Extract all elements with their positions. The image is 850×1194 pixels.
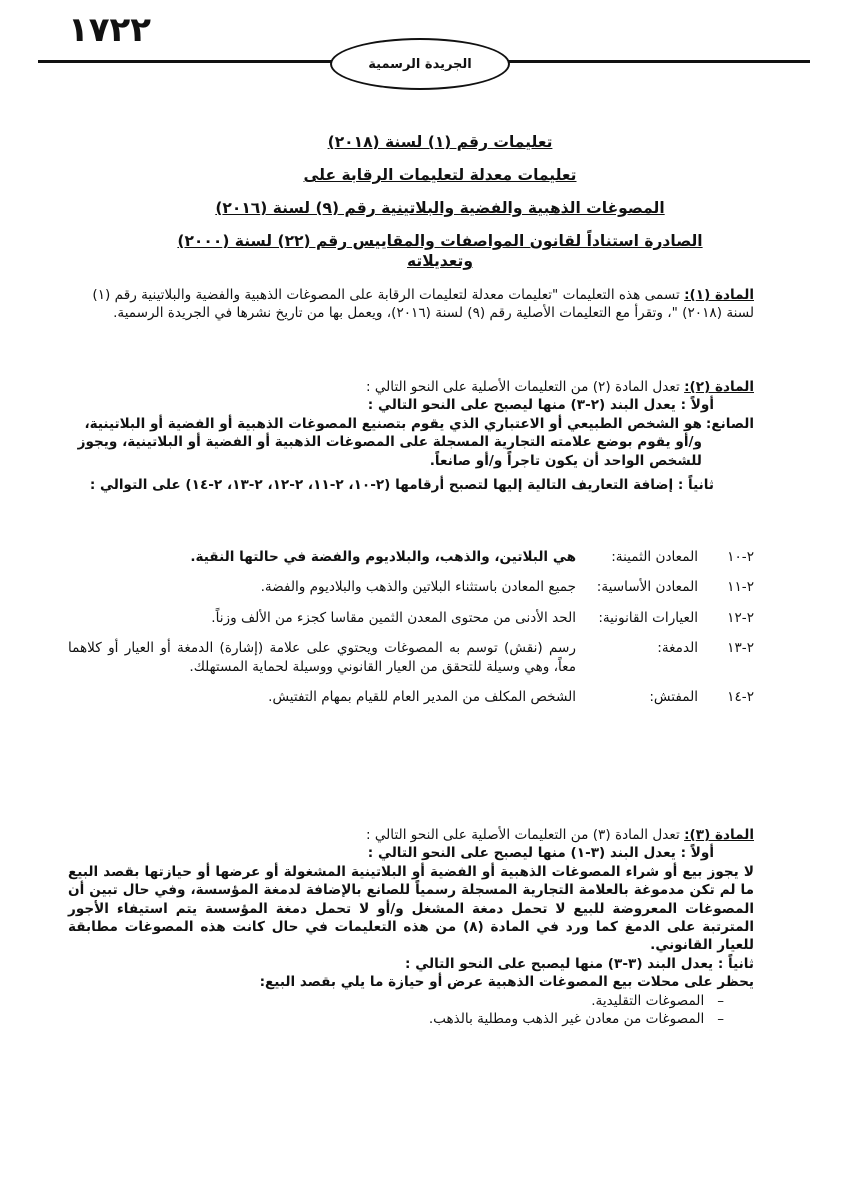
article-2-first: أولاً : يعدل البند (٢-٣) منها ليصبح على النحو التالي : [367, 397, 714, 414]
gazette-oval-label [330, 38, 510, 90]
definitions-list [68, 548, 754, 718]
article-2-intro: تعدل المادة (٢) من التعليمات الأصلية على النحو التالي : [365, 379, 680, 395]
article-2 [68, 378, 754, 494]
title-line-1: تعليمات رقم (١) لسنة (٢٠١٨) [327, 133, 553, 151]
goldsmith-definition [68, 415, 754, 470]
definition-term: المعادن الثمينة: [611, 549, 698, 565]
definition-term: المفتش: [649, 689, 698, 706]
definition-term: الدمغة: [657, 640, 698, 657]
definition-number: ٢-١١ [727, 579, 754, 596]
article-3 [68, 826, 754, 1028]
definition-text: الحد الأدنى من محتوى المعدن الثمين مقاسا كجزء من الألف وزناً. [211, 609, 576, 626]
article-1 [68, 286, 754, 323]
definition-term: العيارات القانونية: [598, 609, 698, 626]
title-line-2: تعليمات معدلة لتعليمات الرقابة على [303, 166, 577, 184]
article-3-intro: تعدل المادة (٣) من التعليمات الأصلية على النحو التالي : [365, 827, 680, 843]
title-line-4: الصادرة استناداً لقانون المواصفات والمقاييس رقم (٢٢) لسنة (٢٠٠٠) وتعديلاته [177, 232, 703, 270]
article-2-second: ثانياً : إضافة التعاريف التالية إليها لتصبح أرقامها (٢-١٠، ٢-١١، ٢-١٢، ٢-١٣، ٢-١٤) على التوالي : [89, 477, 714, 494]
definition-text: جميع المعادن باستثناء البلاتين والذهب والبلاديوم والفضة. [260, 579, 576, 596]
definition-term: المعادن الأساسية: [596, 579, 698, 596]
definition-number: ٢-١٣ [727, 640, 754, 657]
list-item: – المصوغات التقليدية. [591, 992, 724, 1009]
title-line-3: المصوغات الذهبية والفضية والبلاتينية رقم (٩) لسنة (٢٠١٦) [215, 199, 665, 217]
article-2-label: المادة (٢): [684, 379, 754, 395]
goldsmith-def: هو الشخص الطبيعي أو الاعتباري الذي يقوم بتصنيع المصوغات الذهبية أو الفضية أو البلاتينية، و/أو يقوم بوضع علامته التجارية المسجلة على المصوغات الذهبية أو الفضية أو البلاتينية، ويجوز للشخص الواحد أن يكون تاجراً و/أو صانعاً. [77, 415, 702, 469]
definition-row [68, 548, 754, 566]
definition-row [68, 639, 754, 676]
prohibited-list [68, 992, 754, 1029]
article-3-first: أولاً : يعدل البند (٣-١) منها ليصبح على النحو التالي : [367, 845, 714, 862]
definition-number: ٢-١٤ [727, 689, 754, 706]
article-3-second-text: يحظر على محلات بيع المصوغات الذهبية عرض أو حيازة ما يلي بقصد البيع: [259, 974, 754, 991]
article-1-label: المادة (١): [684, 287, 754, 303]
definition-number: ٢-١٢ [727, 609, 754, 626]
definition-text: رسم (نقش) توسم به المصوغات ويحتوي على علامة (إشارة) الدمغة أو العيار أو كلاهما معاً، وهي وسيلة للتحقق من العيار القانوني ووسيلة لحماية المستهلك. [68, 640, 576, 675]
article-1-text: تسمى هذه التعليمات "تعليمات معدلة لتعليمات الرقابة على المصوغات الذهبية والفضية والبلاتينية رقم (١) لسنة (٢٠١٨) "، وتقرأ مع التعليمات الأصلية رقم (٩) لسنة (٢٠١٦)، ويعمل بها من تاريخ نشرها في الجريدة الرسمية. [92, 287, 754, 322]
page-number: ١٧٢٢ [68, 10, 152, 50]
definition-text: هي البلاتين، والذهب، والبلاديوم والفضة في حالتها النقية. [190, 549, 576, 565]
definition-row [68, 688, 754, 706]
definition-row [68, 578, 754, 596]
document-titles [150, 132, 730, 284]
goldsmith-term: الصانع: [705, 415, 754, 432]
article-3-second: ثانياً : يعدل البند (٣-٣) منها ليصبح على النحو التالي : [405, 955, 754, 972]
definition-row [68, 609, 754, 627]
list-item-text: المصوغات التقليدية. [591, 992, 705, 1009]
definition-number: ٢-١٠ [727, 549, 754, 565]
definition-text: الشخص المكلف من المدير العام للقيام بمهام التفتيش. [268, 689, 576, 706]
list-item: – المصوغات من معادن غير الذهب ومطلية بالذهب. [428, 1011, 724, 1028]
list-item-text: المصوغات من معادن غير الذهب ومطلية بالذهب. [428, 1011, 705, 1028]
article-3-label: المادة (٣): [684, 827, 754, 843]
article-3-first-text: لا يجوز بيع أو شراء المصوغات الذهبية أو الفضية أو البلاتينية المشغولة أو عرضها أو حيازتها بقصد البيع ما لم تكن مدموغة بالعلامة التجارية المسجلة رسمياً للصانع بالإضافة لدمغة المؤسسة، وفي حال تبين أن المصوغات المعروضة للبيع لا تحمل دمغة المشغل و/أو لا تحمل دمغة المؤسسة يتم استيفاء الأجور المترتبة على الدمغ كما ورد في المادة (٨) من هذه التعليمات في حال كانت هذه المصوغات مطابقة للعيار القانوني. [68, 863, 754, 954]
gazette-label: الجريدة الرسمية [368, 56, 472, 72]
